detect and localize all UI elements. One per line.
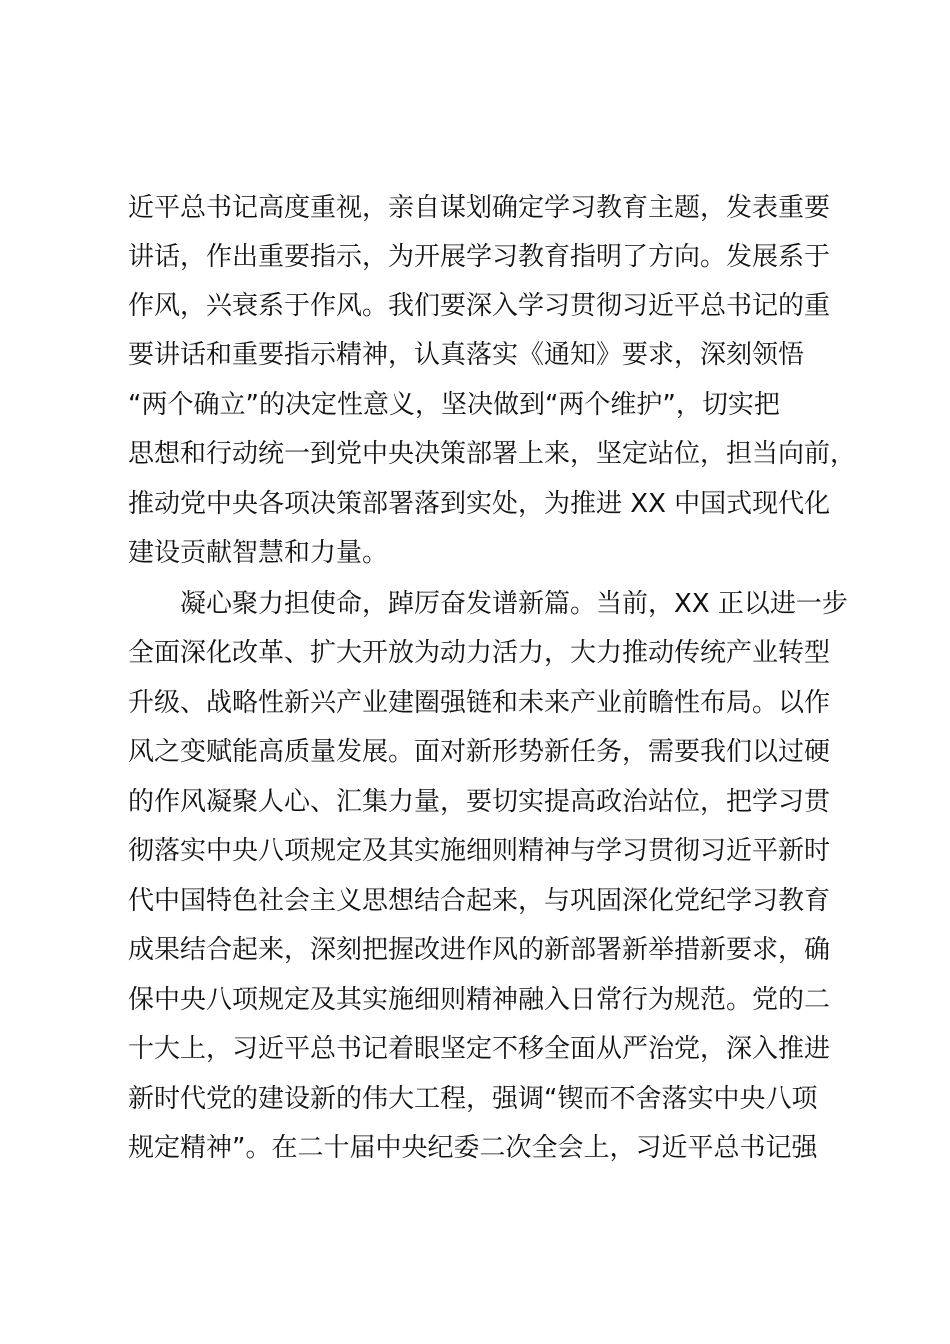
text-line: 推动党中央各项决策部署落到实处，为推进 XX 中国式现代化 — [128, 489, 831, 519]
text-line: 思想和行动统一到党中央决策部署上来，坚定站位，担当向前， — [128, 439, 857, 469]
text-line: 要讲话和重要指示精神，认真落实《通知》要求，深刻领悟 — [128, 340, 805, 370]
text-line: 作风，兴衰系于作风。我们要深入学习贯彻习近平总书记的重 — [128, 291, 831, 321]
text-line: 规定精神”。在二十届中央纪委二次全会上，习近平总书记强 — [128, 1133, 818, 1163]
text-line: 讲话，作出重要指示，为开展学习教育指明了方向。发展系于 — [128, 242, 831, 272]
text-line: 彻落实中央八项规定及其实施细则精神与学习贯彻习近平新时 — [128, 836, 831, 866]
text-line: 保中央八项规定及其实施细则精神融入日常行为规范。党的二 — [128, 985, 831, 1015]
text-line: 全面深化改革、扩大开放为动力活力，大力推动传统产业转型 — [128, 638, 831, 668]
text-line: 的作风凝聚人心、汇集力量，要切实提高政治站位，把学习贯 — [128, 787, 831, 817]
text-line: 新时代党的建设新的伟大工程，强调“锲而不舍落实中央八项 — [128, 1084, 818, 1114]
text-line: 升级、战略性新兴产业建圈强链和未来产业前瞻性布局。以作 — [128, 688, 831, 718]
text-line: 风之变赋能高质量发展。面对新形势新任务，需要我们以过硬 — [128, 737, 831, 767]
paragraph-first-line: 凝心聚力担使命，踔厉奋发谱新篇。当前，XX 正以进一步 — [180, 589, 848, 619]
text-line: 建设贡献智慧和力量。 — [128, 538, 389, 568]
text-line: 十大上，习近平总书记着眼坚定不移全面从严治党，深入推进 — [128, 1034, 831, 1064]
text-line: “两个确立”的决定性意义，坚决做到“两个维护”，切实把 — [128, 390, 780, 420]
text-line: 近平总书记高度重视，亲自谋划确定学习教育主题，发表重要 — [128, 193, 831, 223]
text-line: 代中国特色社会主义思想结合起来，与巩固深化党纪学习教育 — [128, 886, 831, 916]
text-line: 成果结合起来，深刻把握改进作风的新部署新举措新要求，确 — [128, 935, 831, 965]
